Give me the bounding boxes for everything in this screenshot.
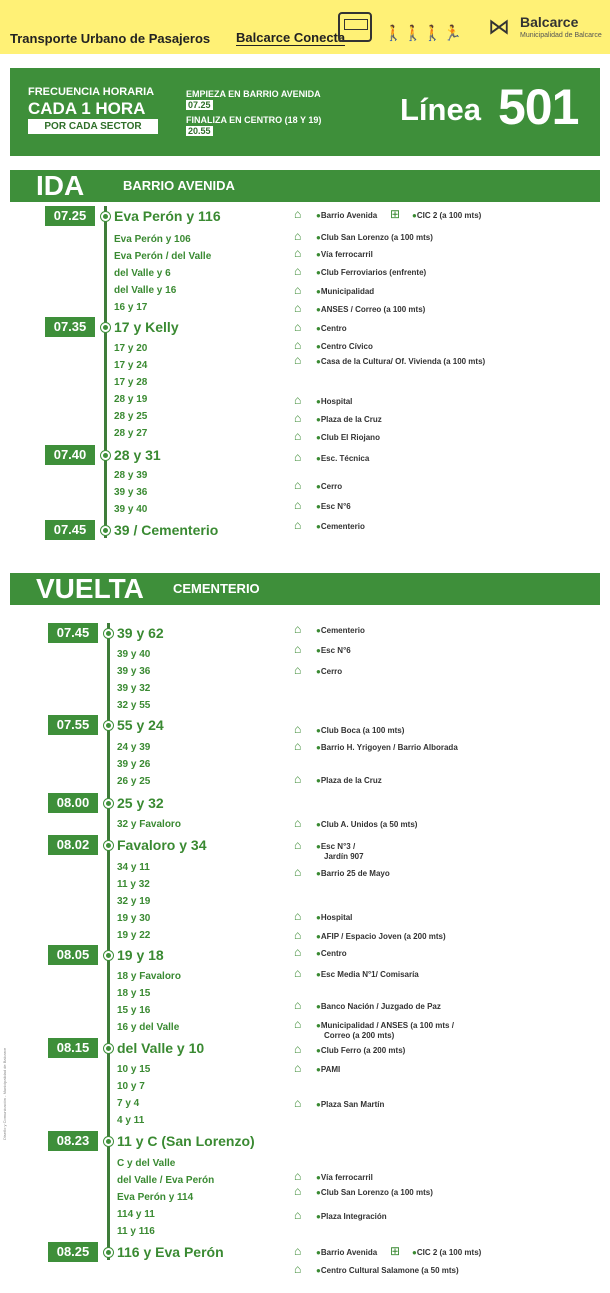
ida-section-header [10, 170, 600, 202]
people-icon: 🚶🚶🚶🏃 [384, 25, 463, 42]
ida-stop-name: 17 y 28 [114, 377, 148, 388]
vuelta-stop-dot [104, 1137, 113, 1146]
vuelta-stop-name: 25 y 32 [117, 795, 164, 811]
vuelta-stop-name: 114 y 11 [117, 1209, 155, 1220]
vuelta-landmark-icon: ⌂ [294, 1017, 302, 1031]
vuelta-stop-name: 7 y 4 [117, 1098, 140, 1109]
vuelta-landmark-icon: ⌂ [294, 1169, 302, 1183]
vuelta-landmark: ● Esc Media N°1/ Comisaría [316, 970, 419, 980]
ida-subtitle: BARRIO AVENIDA [123, 178, 235, 193]
ida-landmark-icon: ⌂ [294, 338, 302, 352]
vuelta-stop-time: 07.55 [48, 715, 98, 735]
vuelta-landmark-icon: ⌂ [294, 1061, 302, 1075]
vuelta-stop-name: 39 y 26 [117, 759, 151, 770]
vuelta-landmark: ● Barrio H. Yrigoyen / Barrio Alborada [316, 743, 458, 753]
ida-landmark: ● Esc N°6 [316, 502, 351, 512]
vuelta-landmark: ● PAMI [316, 1065, 340, 1075]
vuelta-stop-time: 08.23 [48, 1131, 98, 1151]
vuelta-landmark: ● Banco Nación / Juzgado de Paz [316, 1002, 441, 1012]
vuelta-landmark: ● Municipalidad / ANSES (a 100 mts / [316, 1021, 454, 1031]
logo-sub: Municipalidad de Balcarce [520, 32, 602, 39]
ida-stop-name: 39 y 36 [114, 487, 148, 498]
ida-landmark: ● Plaza de la Cruz [316, 415, 382, 425]
ida-stop-name: 17 y 20 [114, 343, 148, 354]
vuelta-landmark: ● Cementerio [316, 626, 365, 636]
vuelta-stop-name: 55 y 24 [117, 717, 164, 733]
line-number: 501 [498, 79, 579, 135]
ida-stop-time: 07.40 [45, 445, 95, 465]
vuelta-landmark-icon: ⌂ [294, 928, 302, 942]
vuelta-stop-name: Favaloro y 34 [117, 837, 207, 853]
ida-stop-name: 28 y 27 [114, 428, 148, 439]
ida-stop-dot [101, 451, 110, 460]
vuelta-landmark: ● Barrio Avenida [316, 1248, 377, 1258]
end-time: 20.55 [188, 126, 211, 136]
vuelta-landmark: ● Club A. Unidos (a 50 mts) [316, 820, 417, 830]
vuelta-stop-time: 08.02 [48, 835, 98, 855]
vuelta-stop-name: 26 y 25 [117, 776, 151, 787]
vuelta-landmark: ● Esc N°3 / [316, 842, 355, 852]
vuelta-landmark-icon: ⌂ [294, 998, 302, 1012]
vuelta-stop-name: 34 y 11 [117, 862, 150, 873]
ida-stop-name: 17 y Kelly [114, 319, 179, 335]
vuelta-landmark-icon: ⌂ [294, 722, 302, 736]
vuelta-landmark-icon: ⊞ [390, 1244, 401, 1258]
vuelta-stop-name: del Valle y 10 [117, 1040, 205, 1056]
ida-stop-dot [101, 323, 110, 332]
vuelta-landmark-icon: ⌂ [294, 966, 302, 980]
ida-stop-name: 28 y 19 [114, 394, 148, 405]
ida-landmark: ● CIC 2 (a 100 mts) [412, 211, 481, 221]
vuelta-stop-dot [104, 799, 113, 808]
ida-landmark-icon: ⌂ [294, 498, 302, 512]
vuelta-landmark-icon: ⌂ [294, 642, 302, 656]
start-time: 07.25 [188, 100, 211, 110]
ida-landmark: ● Club Ferroviarios (enfrente) [316, 268, 426, 278]
vuelta-landmark-icon: ⌂ [294, 1208, 302, 1222]
ida-stop-name: Eva Perón y 106 [114, 234, 191, 245]
vuelta-stop-dot [104, 1044, 113, 1053]
end-label: FINALIZA EN CENTRO (18 Y 19) [186, 115, 322, 125]
vuelta-stop-time: 08.25 [48, 1242, 98, 1262]
vuelta-landmark-icon: ⌂ [294, 1096, 302, 1110]
vuelta-landmark: ● Plaza Integración [316, 1212, 387, 1222]
ida-landmark: ● Casa de la Cultura/ Of. Vivienda (a 100 mts) [316, 357, 485, 367]
vuelta-stop-name: 32 y 55 [117, 700, 151, 711]
ida-stop-name: 28 y 25 [114, 411, 148, 422]
ida-landmark: ● Cerro [316, 482, 342, 492]
vuelta-stop-name: 10 y 15 [117, 1064, 151, 1075]
vuelta-landmark: Jardín 907 [324, 852, 364, 861]
ida-title: IDA [36, 170, 85, 201]
vuelta-landmark: ● Plaza de la Cruz [316, 776, 382, 786]
freq-value: CADA 1 HORA [28, 99, 146, 118]
ida-landmark-icon: ⌂ [294, 283, 302, 297]
vuelta-stop-name: 15 y 16 [117, 1005, 151, 1016]
vuelta-stop-name: 19 y 30 [117, 913, 151, 924]
ida-landmark: ● Barrio Avenida [316, 211, 377, 221]
header-brand: Balcarce Conecta [236, 30, 346, 45]
vuelta-stop-name: 18 y 15 [117, 988, 151, 999]
vuelta-stop-dot [104, 721, 113, 730]
vuelta-stop-name: 4 y 11 [117, 1115, 145, 1126]
vuelta-stop-name: 10 y 7 [117, 1081, 145, 1092]
ida-landmark: ● Esc. Técnica [316, 454, 369, 464]
vuelta-section-header [10, 573, 600, 605]
vuelta-landmark: ● Vía ferrocarril [316, 1173, 373, 1183]
ida-stop-dot [101, 212, 110, 221]
header-bar [0, 0, 610, 54]
vuelta-stop-name: 32 y 19 [117, 896, 151, 907]
ida-landmark: ● Vía ferrocarril [316, 250, 373, 260]
butterfly-logo-icon: ⋈ [488, 14, 510, 39]
vuelta-landmark: ● Club Ferro (a 200 mts) [316, 1046, 405, 1056]
info-band [10, 68, 600, 156]
header-title: Transporte Urbano de Pasajeros [10, 31, 211, 46]
vuelta-landmark: ● Hospital [316, 913, 352, 923]
ida-landmark: ● Hospital [316, 397, 352, 407]
ida-stop-name: 28 y 39 [114, 470, 148, 481]
ida-landmark: ● Municipalidad [316, 287, 374, 297]
ida-stop-time: 07.35 [45, 317, 95, 337]
ida-landmark-icon: ⌂ [294, 301, 302, 315]
vuelta-title: VUELTA [36, 573, 144, 604]
ida-landmark-icon: ⌂ [294, 320, 302, 334]
vuelta-stop-time: 07.45 [48, 623, 98, 643]
vuelta-stop-dot [104, 841, 113, 850]
vuelta-landmark-icon: ⌂ [294, 945, 302, 959]
ida-landmark-icon: ⊞ [390, 207, 401, 221]
ida-stop-name: Eva Perón / del Valle [114, 251, 212, 262]
vuelta-landmark: ● Plaza San Martín [316, 1100, 384, 1110]
ida-landmark-icon: ⌂ [294, 478, 302, 492]
vuelta-landmark-icon: ⌂ [294, 663, 302, 677]
vuelta-landmark: ● Cerro [316, 667, 342, 677]
side-credit: Diseño y Comunicación - Municipalidad de Balcarce [2, 1047, 7, 1140]
vuelta-stop-name: 11 y C (San Lorenzo) [117, 1133, 255, 1149]
vuelta-landmark-icon: ⌂ [294, 909, 302, 923]
ida-landmark-icon: ⌂ [294, 393, 302, 407]
vuelta-stop-name: 11 y 32 [117, 879, 150, 890]
ida-stop-dot [101, 526, 110, 535]
vuelta-landmark-icon: ⌂ [294, 816, 302, 830]
vuelta-stop-time: 08.05 [48, 945, 98, 965]
vuelta-stop-name: Eva Perón y 114 [117, 1192, 194, 1203]
ida-landmark-icon: ⌂ [294, 264, 302, 278]
ida-landmark: ● Centro [316, 324, 347, 334]
ida-landmark: ● ANSES / Correo (a 100 mts) [316, 305, 425, 315]
ida-stop-name: del Valle y 6 [114, 268, 171, 279]
vuelta-landmark: ● AFIP / Espacio Joven (a 200 mts) [316, 932, 446, 942]
vuelta-stop-dot [104, 1248, 113, 1257]
ida-landmark-icon: ⌂ [294, 450, 302, 464]
vuelta-subtitle: CEMENTERIO [173, 581, 260, 596]
vuelta-stop-dot [104, 629, 113, 638]
ida-landmark: ● Centro Cívico [316, 342, 373, 352]
vuelta-stop-name: 16 y del Valle [117, 1022, 180, 1033]
ida-landmark: ● Club San Lorenzo (a 100 mts) [316, 233, 433, 243]
vuelta-landmark: ● Esc N°6 [316, 646, 351, 656]
ida-landmark-icon: ⌂ [294, 518, 302, 532]
vuelta-stop-name: 19 y 18 [117, 947, 164, 963]
ida-stop-name: 17 y 24 [114, 360, 148, 371]
vuelta-landmark-icon: ⌂ [294, 838, 302, 852]
vuelta-stop-dot [104, 951, 113, 960]
ida-landmark: ● Club El Riojano [316, 433, 380, 443]
vuelta-landmark-icon: ⌂ [294, 772, 302, 786]
ida-stop-name: 39 / Cementerio [114, 522, 219, 538]
vuelta-route-line [107, 623, 110, 1260]
bus-icon [338, 12, 372, 42]
ida-landmark-icon: ⌂ [294, 353, 302, 367]
ida-landmark-icon: ⌂ [294, 429, 302, 443]
ida-route-line [104, 206, 107, 538]
vuelta-landmark: ● Centro Cultural Salamone (a 50 mts) [316, 1266, 459, 1276]
logo-name: Balcarce [520, 14, 579, 30]
vuelta-landmark: ● Club San Lorenzo (a 100 mts) [316, 1188, 433, 1198]
vuelta-stop-name: 116 y Eva Perón [117, 1244, 224, 1260]
vuelta-stop-name: 19 y 22 [117, 930, 151, 941]
vuelta-stop-name: 24 y 39 [117, 742, 151, 753]
vuelta-landmark: ● Club Boca (a 100 mts) [316, 726, 404, 736]
vuelta-stop-time: 08.00 [48, 793, 98, 813]
ida-landmark: ● Cementerio [316, 522, 365, 532]
ida-stop-time: 07.25 [45, 206, 95, 226]
vuelta-landmark-icon: ⌂ [294, 1244, 302, 1258]
line-word: Línea [400, 92, 481, 127]
ida-stop-name: 16 y 17 [114, 302, 148, 313]
ida-stop-name: Eva Perón y 116 [114, 208, 221, 224]
vuelta-stop-name: C y del Valle [117, 1158, 176, 1169]
freq-sector: POR CADA SECTOR [28, 119, 158, 134]
vuelta-stop-name: 11 y 116 [117, 1226, 155, 1237]
vuelta-stop-name: 32 y Favaloro [117, 819, 181, 830]
vuelta-landmark: ● CIC 2 (a 100 mts) [412, 1248, 481, 1258]
vuelta-landmark-icon: ⌂ [294, 1262, 302, 1276]
vuelta-landmark-icon: ⌂ [294, 622, 302, 636]
ida-stop-time: 07.45 [45, 520, 95, 540]
vuelta-stop-name: 39 y 36 [117, 666, 151, 677]
ida-stop-name: del Valle y 16 [114, 285, 177, 296]
freq-label: FRECUENCIA HORARIA [28, 86, 155, 98]
vuelta-landmark-icon: ⌂ [294, 1042, 302, 1056]
ida-landmark-icon: ⌂ [294, 229, 302, 243]
vuelta-landmark-icon: ⌂ [294, 865, 302, 879]
ida-landmark-icon: ⌂ [294, 246, 302, 260]
vuelta-stop-time: 08.15 [48, 1038, 98, 1058]
ida-landmark-icon: ⌂ [294, 207, 302, 221]
start-label: EMPIEZA EN BARRIO AVENIDA [186, 89, 321, 99]
vuelta-stop-name: del Valle / Eva Perón [117, 1175, 215, 1186]
vuelta-landmark-icon: ⌂ [294, 739, 302, 753]
vuelta-landmark: ● Barrio 25 de Mayo [316, 869, 390, 879]
ida-stop-name: 39 y 40 [114, 504, 148, 515]
vuelta-stop-name: 39 y 40 [117, 649, 151, 660]
vuelta-landmark: Correo (a 200 mts) [324, 1031, 395, 1040]
vuelta-stop-name: 39 y 32 [117, 683, 151, 694]
vuelta-stop-name: 18 y Favaloro [117, 971, 181, 982]
vuelta-stop-name: 39 y 62 [117, 625, 164, 641]
ida-stop-name: 28 y 31 [114, 447, 161, 463]
ida-landmark-icon: ⌂ [294, 411, 302, 425]
vuelta-landmark-icon: ⌂ [294, 1184, 302, 1198]
vuelta-landmark: ● Centro [316, 949, 347, 959]
